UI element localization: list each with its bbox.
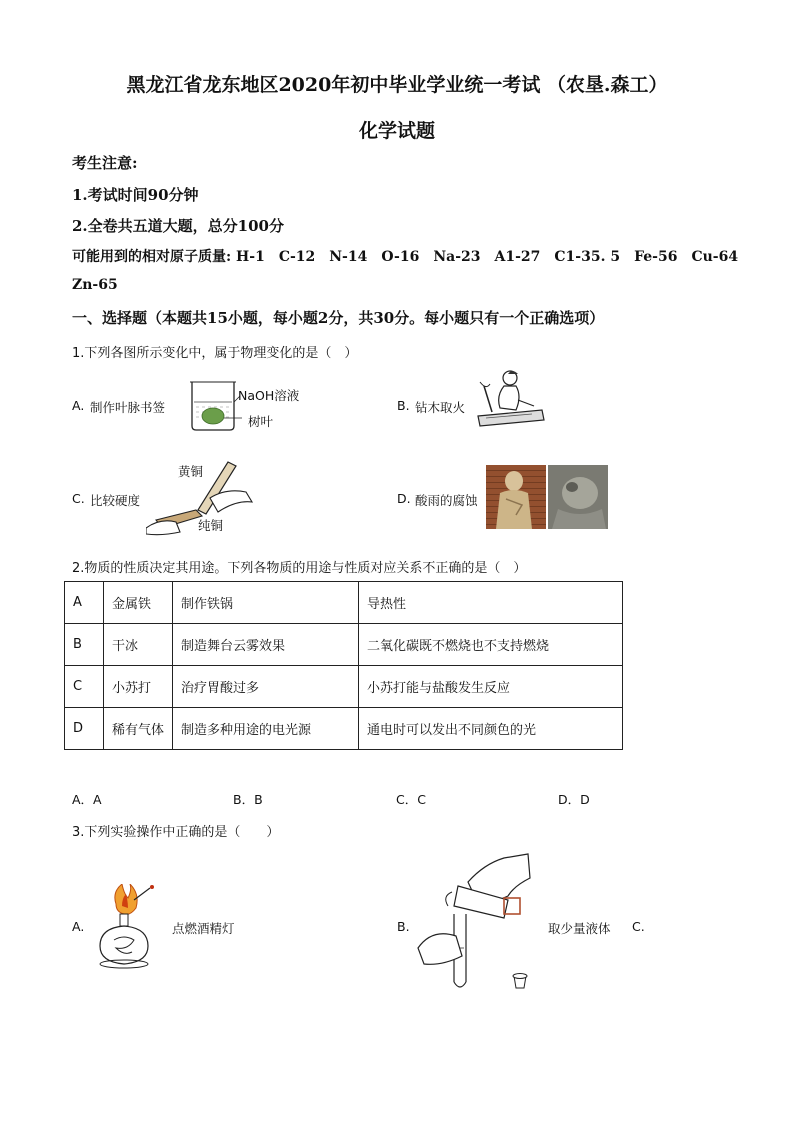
table-cell: 制造舞台云雾效果 <box>173 624 359 666</box>
q3-option-a-letter: A. <box>72 919 85 934</box>
q2-option-b: B．B <box>233 792 263 807</box>
q1-option-a-text: 制作叶脉书签 <box>90 400 166 415</box>
atomic-masses-line2: Zn-65 <box>72 277 118 293</box>
table-cell: 通电时可以发出不同颜色的光 <box>359 708 623 750</box>
question-2-stem: 2.物质的性质决定其用途。下列各物质的用途与性质对应关系不正确的是（ ） <box>72 561 527 576</box>
q1-option-b-text: 钻木取火 <box>415 400 466 415</box>
table-cell: B <box>65 624 104 666</box>
table-cell: 制造多种用途的电光源 <box>173 708 359 750</box>
q1-option-c-letter: C. <box>72 491 85 506</box>
q2-option-c: C．C <box>396 792 426 807</box>
notice-heading: 考生注意: <box>72 154 138 172</box>
pouring-liquid-illustration <box>412 852 542 1000</box>
q1-option-c-text: 比较硬度 <box>90 493 141 508</box>
beaker-leaf-illustration <box>186 374 306 434</box>
page-title: 黑龙江省龙东地区2020年初中毕业学业统一考试 （农垦.森工） <box>126 74 668 96</box>
q3-option-b-letter: B. <box>397 919 410 934</box>
q3-option-b-text: 取少量液体 <box>548 921 611 936</box>
table-cell: 稀有气体 <box>104 708 173 750</box>
notice-item-2: 2.全卷共五道大题，总分100分 <box>72 217 284 235</box>
q1-option-d-text: 酸雨的腐蚀 <box>415 493 478 508</box>
atomic-masses-line1: 可能用到的相对原子质量: H-1 C-12 N-14 O-16 Na-23 A1-27 C1-35. 5 Fe-56 Cu-64 <box>72 249 739 265</box>
label-leaf: 树叶 <box>248 414 274 429</box>
table-row <box>65 624 623 666</box>
table-cell: A <box>65 582 104 624</box>
label-naoh: NaOH溶液 <box>238 388 300 403</box>
table-row <box>65 666 623 708</box>
table-cell: 干冰 <box>104 624 173 666</box>
q1-option-a-letter: A. <box>72 398 85 413</box>
question-2-table <box>64 581 623 750</box>
q2-option-a: A．A <box>72 792 102 807</box>
table-cell: 小苏打能与盐酸发生反应 <box>359 666 623 708</box>
table-row <box>65 708 623 750</box>
section-heading: 一、选择题（本题共15小题，每小题2分，共30分。每小题只有一个正确选项） <box>72 309 605 327</box>
table-cell: 导热性 <box>359 582 623 624</box>
table-cell: 金属铁 <box>104 582 173 624</box>
label-pure-copper: 纯铜 <box>198 518 224 533</box>
table-cell: 二氧化碳既不燃烧也不支持燃烧 <box>359 624 623 666</box>
question-3-stem: 3.下列实验操作中正确的是（ ） <box>72 825 280 840</box>
alcohol-lamp-illustration <box>94 884 166 974</box>
q1-option-b-letter: B. <box>397 398 410 413</box>
table-cell: C <box>65 666 104 708</box>
page-subtitle: 化学试题 <box>358 120 435 142</box>
question-1-stem: 1.下列各图所示变化中，属于物理变化的是（ ） <box>72 346 358 361</box>
table-cell: D <box>65 708 104 750</box>
q1-option-d-letter: D. <box>397 491 411 506</box>
table-row <box>65 582 623 624</box>
notice-item-1: 1.考试时间90分钟 <box>72 186 199 204</box>
q2-option-d: D．D <box>558 792 590 807</box>
acid-rain-statue-photos <box>486 465 608 529</box>
label-brass: 黄铜 <box>178 464 204 479</box>
table-cell: 治疗胃酸过多 <box>173 666 359 708</box>
q3-option-a-text: 点燃酒精灯 <box>172 921 235 936</box>
table-cell: 制作铁锅 <box>173 582 359 624</box>
drilling-wood-fire-illustration <box>472 366 548 434</box>
table-cell: 小苏打 <box>104 666 173 708</box>
q3-option-c-letter: C. <box>632 919 645 934</box>
